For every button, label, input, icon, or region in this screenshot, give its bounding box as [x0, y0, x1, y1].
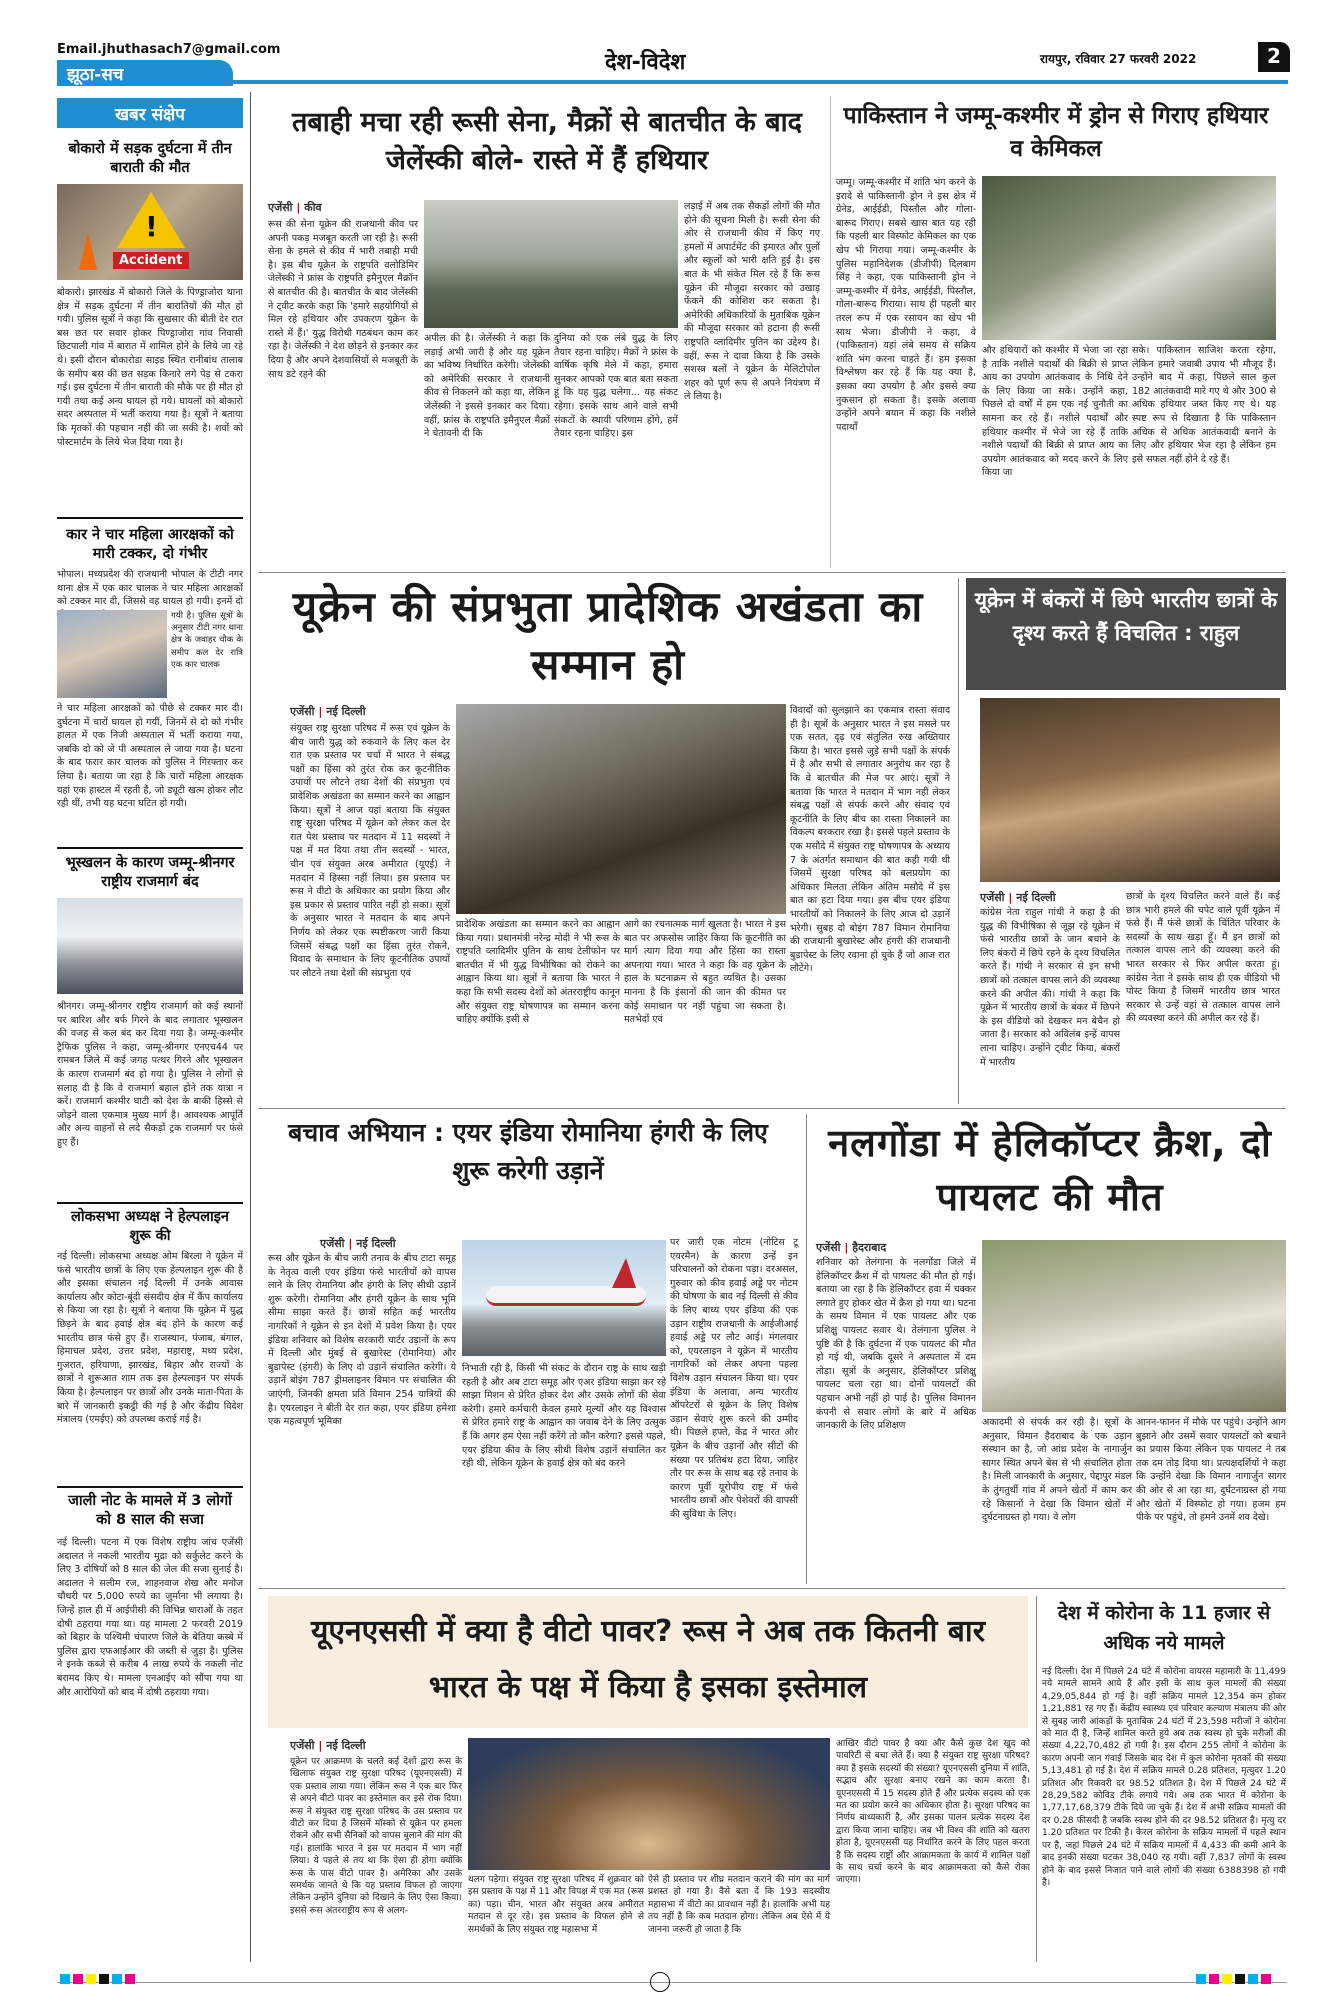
sidebar: [57, 92, 243, 1962]
women-constables-image: [57, 610, 167, 698]
veto-byline: एजेंसी | नई दिल्ली: [290, 1739, 366, 1752]
rahul-agency: एजेंसी: [980, 891, 1005, 904]
nalgonda-body-a: शनिवार को तेलंगाना के नलगोंडा जिले में हेलिकॉप्टर क्रैश में दो पायलट की मौत हो गई। बताया जा रहा है कि हेलिकॉप्टर हवा में चक्कर लगाते हुए होकर खेत में क्रैश हो गया था। घटना के समय विमान में एक पायलट और एक प्रशिक्षु पायलट सवार थे। तेलंगाना पुलिस ने पुष्टि की है कि दुर्घटना में एक पायलट की मौत हो गई थी, जबकि दूसरे ने अस्पताल में दम तोड़ा। सूत्रों के अनुसार, हेलिकॉप्टर प्रशिक्षु पायलट चला रहा था। दोनों पायलटों की पहचान अभी नहीं हो पाई है। पुलिस विमानन कंपनी से सवार लोगों के बारे में अधिक जानकारी के लिए प्रशिक्षण: [816, 1257, 976, 1432]
pakistan-headline: पाकिस्तान ने जम्मू-कश्मीर में ड्रोन से गिराए हथियार व केमिकल: [843, 103, 1269, 162]
sovereignty-headline: यूक्रेन की संप्रभुता प्रादेशिक अखंडता का सम्मान हो: [292, 582, 924, 689]
footer-registration-bar: [0, 1968, 1323, 2003]
russia-pakistan-rule: [830, 96, 831, 568]
rahul-place: नई दिल्ली: [1016, 891, 1056, 904]
page-header: [0, 0, 1323, 86]
traffic-cone-icon: [79, 232, 97, 270]
sovereignty-agency: एजेंसी: [290, 705, 315, 718]
sidebar-divider-4: [57, 1486, 243, 1488]
sidebar-item1-body: बोकारो। झारखंड में बोकारो जिले के पिण्ड्राजोरा थाना क्षेत्र में सड़क दुर्घटना में तीन बारातियों की मौत हो गयी। पुलिस सूत्रों ने कहा कि सुखसार की बीती देर रात बस छत पर सवार होकर पिण्ड्राजोरा गांव निवासी छिटपाली गांव में बारात में शामिल होने के लिये जा रहे थे। इसी दौरान बोकारोडा साइड स्थित रानीबांध तालाब के समीप बस की छत सड़क किनारे लगे पेड़ से टकरा गई। इस दुर्घटना में तीन बाराती की मौके पर ही मौत हो गयी तथा कई अन्य घायल हो गये। घायलों को बोकारो सदर अस्पताल में भर्ती कराया गया है। सूत्रों ने बताया कि मृतकों की पहचान नहीं की जा सकी है। शवों को पोस्टमार्टम के लिये भेज दिया गया है।: [57, 287, 243, 448]
sidebar-title: खबर संक्षेप: [115, 105, 185, 125]
footer-rule: [57, 1982, 1287, 1983]
sidebar-divider-3: [57, 1202, 243, 1204]
exclamation-icon: !: [145, 210, 158, 243]
drone-weapons-image: [982, 176, 1276, 340]
masthead-tab: [57, 60, 233, 86]
russia-agency: एजेंसी: [268, 201, 293, 214]
veto-body-d: आखिर वीटो पावर है क्या और कैसे कुछ देश खुद को पावरिटी से बचा लेते हैं। क्या है संयुक्त राष्ट्र सुरक्षा परिषद? क्या है इसके सदस्यों की संख्या? यूएनएससी दुनिया में शांति, सद्भाव और सुरक्षा बनाए रखने का काम करता है। यूएनएससी में 15 सदस्य होते हैं और प्रत्येक सदस्य को एक मत का प्रयोग करने का अधिकार होता है। सुरक्षा परिषद का निर्णय बाध्यकारी है, और इसका पालन प्रत्येक सदस्य देश द्वारा किया जाना चाहिए। जब भी विश्व की शांति को खतरा होता है, यूएनएससी यह निर्धारित करने के लिए पहल करता है कि सदस्य राष्ट्रों और आक्रामकता के कार्य में शामिल पक्षों के साथ चर्चा करने के बाद आक्रामकता को कैसे रोका जाएगा।: [836, 1739, 1030, 1886]
sidebar-item1-headline: बोकारो में सड़क दुर्घटना में तीन बाराती की मौत: [68, 141, 232, 176]
sovereignty-body-b: आगे का रचनात्मक मार्ग खुलता है। भारत ने इस बात पर अफसोस जाहिर किया कि कूटनीति का मार्ग त्याग दिया गया और हिंसा का रास्ता अपनाया गया। भारत ने कहा कि वह यूक्रेन के हाल के घटनाक्रम से बहुत व्यथित है। उसका मानना है कि इंसानों की जान की कीमत पर कोई समाधान पर नहीं पहुंचा जा सकता है। मतभेदों एवं: [624, 919, 786, 1026]
russian-army-trucks-image: [424, 200, 678, 328]
email-text: Email.jhuthasach7@gmail.com: [57, 42, 281, 57]
rahul-body-b: छात्रों के दृश्य विचलित करने वाले हैं। कई छात्र भारी हमले की चपेट वाले पूर्वी यूक्रेन में फंसे हैं। मैं फंसे छात्रों के चिंतित परिवार के सदस्यों के साथ खड़ा हूँ। मैं इन छात्रों को तत्काल वापस लाने की व्यवस्था करने की भारत सरकार से फिर अपील करता हूं। कांग्रेस नेता ने इसके साथ ही एक वीडियो भी पोस्ट किया है जिसमें भारतीय छात्र भारत सरकार से उन्हें वहां से तत्काल वापस लाने की व्यवस्था करने की अपील कर रहे हैं।: [1126, 891, 1280, 1025]
sidebar-item2-body-side: गयी है। पुलिस सूत्रों के अनुसार टीटी नगर थाना क्षेत्र के जवाहर चौक के समीप कल देर रात्रि एक कार चालक: [171, 611, 243, 670]
page-number-badge: [1258, 42, 1290, 72]
airindia-agency: एजेंसी: [320, 1237, 345, 1250]
nalgonda-byline: एजेंसी | हैदराबाद: [816, 1241, 887, 1254]
section-title: देश-विदेश: [605, 50, 686, 75]
sovereignty-body-a: प्रादेशिक अखंडता का सम्मान करने का आह्वान किया गया। प्रधानमंत्री नरेन्द्र मोदी ने भी रूस के राष्ट्रपति व्लादिमीर पुतिन के साथ टेलीफोन पर बातचीत में भी युद्ध विभीषिका को रोकने का आह्वान किया था। सूत्रों ने बताया कि भारत ने कहा कि सभी सदस्य देशों को अंतरराष्ट्रीय कानून और संयुक्त राष्ट्र घोषणापत्र का सम्मान करना चाहिए क्योंकि इसी से: [456, 919, 620, 1026]
accident-image: [57, 184, 243, 280]
nalgonda-headline: नलगोंडा में हेलिकॉप्टर क्रैश, दो पायलट की मौत: [828, 1121, 1272, 1219]
nalgonda-body-b: अकादमी से संपर्क कर रही है। सूत्रों के अनुसार, विमान हैदराबाद के एक उड़ान संस्थान का है, जो आंध्र प्रदेश के नागार्जुन सागर स्थित अपने बेस से भी संचालित होता है। मिली जानकारी के अनुसार, पेद्दापुर मंडल के तुंगतुर्थी गांव में अपने खेतों में काम कर रहे किसानों ने देखा कि विमान खेतों में दुर्घटनाग्रस्त हो गया। वे लोग: [982, 1417, 1132, 1524]
burnt-vehicle-image: [456, 704, 786, 914]
sidebar-divider-1: [57, 517, 243, 519]
corona-body: नई दिल्ली। देश में पिछले 24 घंटे में कोरोना वायरस महामारी के 11,499 नये मामले सामने आये हैं और इसी के साथ कुल मामलों की संख्या 4,29,05,844 हो गई है। वहीं सक्रिय मामले 12,354 कम होकर 1,21,881 रह गए हैं। केंद्रीय स्वास्थ्य एवं परिवार कल्याण मंत्रालय की ओर से सुबह जारी आंकड़ों के मुताबिक 24 घंटों में 23,598 मरीजों ने कोरोना को मात दी है, जिन्हें शामिल करते हुये अब तक स्वस्थ हो चुके मरीजों की संख्या 4,22,70,482 हो गयी है। इस दौरान 255 लोगों ने कोरोना के कारण अपनी जान गंवाई जिसके बाद देश में कुल कोरोना मृतकों की संख्या 5,13,481 हो गई है। देश में सक्रिय मामले 0.28 प्रतिशत, मृत्युदर 1.20 प्रतिशत और रिकवरी दर 98.52 प्रतिशत है। देश में पिछले 24 घंटे में 28,29,582 कोविड टीके लगाये गये। अब तक भारत में कोरोना के 1,77,17,68,379 टीके दिये जा चुके हैं। देश में अभी सक्रिय मामलों की दर 0.28 फीसदी है जबकि स्वस्थ होने की दर 98.52 प्रतिशत है। मृत्यु दर 1.20 प्रतिशत पर टिकी है। केरल कोरोना के सक्रिय मामलों में पहले स्थान पर है, जहां पिछले 24 घंटे में सक्रिय मामलों में 4,433 की कमी आने के बाद इनकी संख्या घटकर 38,040 रह गयी। वहीं 7,837 लोगों के स्वस्थ होने के बाद इससे निजात पाने वाले लोगों की संख्या 6388398 हो गयी है।: [1042, 1667, 1286, 1888]
sidebar-divider-2: [57, 847, 243, 849]
plane-tail: [612, 1258, 636, 1288]
airindia-place: नई दिल्ली: [356, 1237, 396, 1250]
sidebar-item4-body: नई दिल्ली। लोकसभा अध्यक्ष ओम बिरला ने यूक्रेन में फंसे भारतीय छात्रों के लिए एक हेल्पलाइन शुरू की है और इसका संचालन नई दिल्ली में उनके आवास कार्यालय और कोटा-बूंदी संसदीय क्षेत्र में कैंप कार्यालय से किया जा रहा है। सूत्रों ने बताया कि यूक्रेन में युद्ध छिड़ने के बाद हवाई क्षेत्र बंद होने के कारण कई भारतीय छात्र फंसे हुए हैं। राजस्थान, पंजाब, बंगाल, हिमाचल प्रदेश, उत्तर प्रदेश, महाराष्ट्र, मध्य प्रदेश, गुजरात, हरियाणा, झारखंड, बिहार और राज्यों के छात्रों ने शुरूआत शाम तक इस हेल्पलाइन पर संपर्क किया है। हेल्पलाइन पर छात्रों और उनके माता-पिता के बारे में जानकारी इकट्ठी की गई है और केंद्रीय विदेश मंत्रालय (एमईए) को उपलब्ध कराई गई है।: [57, 1251, 243, 1426]
sidebar-item2-body-top: भोपाल। मध्यप्रदेश की राजधानी भोपाल के टीटी नगर थाना क्षेत्र में एक कार चालक ने चार महिला आरक्षकों को टक्कर मार दी, जिससे वह घायल हो गयी। इनमें दो: [57, 569, 243, 608]
veto-body-b: थलग पड़ेगा। संयुक्त राष्ट्र सुरक्षा परिषद में शुक्रवार को इस प्रस्ताव के पक्ष में 11 और विपक्ष में एक मत (रूस का) पड़ा। चीन, भारत और संयुक्त अरब अमीरात मतदान से दूर रहे। इस प्रस्ताव के विफल होने से समर्थकों के लिए संयुक्त राष्ट्र महासभा में: [468, 1875, 644, 1935]
sovereignty-place: नई दिल्ली: [326, 705, 366, 718]
sovereignty-byline: एजेंसी | नई दिल्ली: [290, 705, 366, 718]
sovereignty-body-top: संयुक्त राष्ट्र सुरक्षा परिषद में रूस एवं यूक्रेन के बीच जारी युद्ध को रुकवाने के लिए कल देर रात एक प्रस्ताव पर चर्चा में भारत ने संबद्ध पक्षों का हिंसा को तुरंत रोक कर कूटनीतिक उपायों पर लौटने तथा देशों की संप्रभुता एवं प्रादेशिक अखंडता का सम्मान करने का आह्वान किया। सूत्रों ने आज यहां बताया कि संयुक्त राष्ट्र सुरक्षा परिषद में यूक्रेन को लेकर कल देर रात पेश प्रस्ताव पर मतदान में 11 सदस्यों ने पक्ष में मत दिया तथा तीन सदस्यों - भारत, चीन एवं संयुक्त अरब अमीरात (यूएई) ने मतदान में हिस्सा नहीं लिया। इस प्रस्ताव पर रूस ने वीटो के अधिकार का प्रयोग किया और इस प्रकार से प्रस्ताव पारित नहीं हो सका। सूत्रों के अनुसार भारत ने मतदान के बाद अपने निर्णय को लेकर एक स्पष्टीकरण जारी किया जिसमें संबद्ध पक्षों का हिंसा तुरंत रोकने, विवाद के समाधान के लिए कूटनीतिक उपायों पर लौटने तथा देशों की संप्रभुता एवं: [290, 723, 450, 979]
russia-place: कीव: [304, 201, 322, 214]
veto-headline-box: [268, 1596, 1028, 1728]
rahul-byline: एजेंसी | नई दिल्ली: [980, 891, 1056, 904]
russia-body-top: रूस की सेना यूक्रेन की राजधानी कीव पर अपनी पकड़ मजबूत करती जा रही है। रूसी सेना के हमले से कीव में भारी तबाही मची है। इस बीच यूक्रेन के राष्ट्रपति वलोडिमिर जेलेंस्की ने फ्रांस के राष्ट्रपति इमैनुएल मैक्रॉन से बातचीत की है। बातचीत के बाद जेलेंस्की ने ट्वीट करके कहा कि 'हमारे सहयोगियों से मिल रहे हथियार और उपकरण यूक्रेन के रास्ते में हैं।' युद्ध विरोधी गठबंधन काम कर रहा है। जेलेंस्की ने देश छोड़ने से इनकार कर दिया है और अपने देशवासियों से मजबूती के साथ डटे रहने की: [268, 219, 418, 380]
helicopter-crash-image: [982, 1240, 1286, 1412]
pakistan-body-c: सके। पाकिस्तान साजिश करता रहेगा, लेकिन हमारे जवाबी उपाय भी मौजूद हैं। उन्होंने बाद में कहा, पिछले साल कुल 182 आतंकवादी मारे गए थे और 300 से अधिक हथियार जब्त किए गए थे। यह स्पष्ट रूप से दिखाता है कि पाकिस्तान अधिक से अधिक आतंकवादी बनाने के लिए और हथियार भेज रहा है लेकिन हम इसे सफल नहीं होने दे रहे हैं।: [1132, 345, 1276, 465]
airindia-body-c: पर जारी एक नोटम (नोटिस टू एयरमैन) के कारण उन्हें इन परिचालनों को रोकना पड़ा। दरअसल, गुरुवार को कीव हवाई अड्डे पर नोटम की घोषणा के बाद नई दिल्ली से कीव के लिए बाध्य एयर इंडिया की एक उड़ान राष्ट्रीय राजधानी के आईजीआई हवाई अड्डे पर लौट आई। मंगलवार को, एयरलाइन ने यूक्रेन में भारतीय नागरिकों को लेकर अपना पहला विशेष उड़ान संचालन किया था। एयर इंडिया के अलावा, अन्य भारतीय ऑपरेटरों से यूक्रेन के लिए विशेष उड़ान सेवाएं शुरू करने की उम्मीद थी। पिछले हफ्ते, केंद्र ने भारत और यूक्रेन के बीच उड़ानों और सीटों की संख्या पर प्रतिबंध हटा दिया, जाहिर तौर पर रूस के साथ बढ़ रहे तनाव के कारण पूर्वी यूरोपीय राष्ट्र में फंसे भारतीय छात्रों और पेशेवरों की वापसी की सुविधा के लिए।: [670, 1237, 798, 1520]
sidebar-item3-body: श्रीनगर। जम्मू-श्रीनगर राष्ट्रीय राजमार्ग को कई स्थानों पर बारिश और बर्फ गिरने के बाद लगातार भूस्खलन की वजह से कल बंद कर दिया गया है। जम्मू-कश्मीर ट्रैफिक पुलिस ने कहा, जम्मू-श्रीनगर एनएच44 पर रामबन जिले में कई जगह पत्थर गिरने और भूस्खलन के कारण राजमार्ग बंद हो गया है। पुलिस ने लोगों से सलाह दी है कि वे राजमार्ग बहाल होने तक यात्रा न करें। राजमार्ग कश्मीर घाटी को देश के बाकी हिस्से से जोड़ने वाला एकमात्र मुख्य मार्ग है। आवश्यक आपूर्ति और अन्य वाहनों से लदे सैकड़ों ट्रक राजमार्ग पर फंसे हुए हैं।: [57, 1001, 243, 1148]
sidebar-item2-body: ने चार महिला आरक्षकों को पीछे से टक्कर मार दी। दुर्घटना में चारों घायल हो गयीं, जिनमें से दो को गंभीर हालत में एक निजी अस्पताल में भर्ती कराया गया, जबकि दो को जे पी अस्पताल ले जाया गया है। घटना के बाद फरार कार चालक को पुलिस ने गिरफ्तार कर लिया है। बताया जा रहा है कि चारों महिला आरक्षक यहां एक हास्टल में रहती हैं, जो ड्यूटी खत्म होकर लौट रही थीं, तभी यह घटना घटित हो गयी।: [57, 703, 243, 810]
sovereignty-body-c: विवादों को सुलझाने का एकमात्र रास्ता संवाद ही है। सूत्रों के अनुसार भारत ने इस मसले पर एक सतत, दृढ़ एवं संतुलित रुख अख्तियार किया है। भारत इससे जुड़े सभी पक्षों के संपर्क में है और सभी से लगातार अनुरोध कर रहा है कि वे बातचीत की मेज पर आएं। सूत्रों ने बताया कि भारत ने मतदान में भाग नहीं लेकर संबद्ध पक्षों से संपर्क करने और संवाद एवं कूटनीति के लिए बीच का रास्ता निकालने का विकल्प बरकरार रखा है। इससे पहले प्रस्ताव के एक मसौदे में संयुक्त राष्ट्र घोषणापत्र के अध्याय 7 के अंतर्गत समाधान की बात कही गयी थी जिसमें सुरक्षा परिषद को बलप्रयोग का अधिकार मिलता लेकिन अंतिम मसौदे में इस बात का हटा दिया गया। इस बीच एयर इंडिया भारतीयों को निकालने के लिए आज दो उड़ानें भरेगी। सुबह दो बोइंग 787 विमान रोमानिया की राजधानी बुखारेस्ट और हंगरी की राजधानी बुडापेस्ट के लिए रवाना हो चुके हैं जो आज रात लौटेंगे।: [790, 705, 950, 975]
veto-body-c: ऐसे ही प्रस्ताव पर शीघ्र मतदान कराने की मांग का मार्ग प्रशस्त हो गया है। वैसे बता दें कि 193 सदस्यीय महासभा में वीटो का प्रावधान नहीं है। हालांकि अभी यह तय नहीं है कि कब मतदान होगा। लेकिन अब ऐसे में ये जानना जरूरी हो जाता है कि: [648, 1875, 830, 1935]
russia-byline: एजेंसी | कीव: [268, 201, 322, 214]
accident-sign-label: Accident: [113, 252, 189, 269]
color-registration-right: [1196, 1974, 1271, 1984]
russia-body-b: दुनिया को एक लंबे युद्ध के लिए तैयार रहना चाहिए। मैक्रों ने फ्रांस के वार्षिक कृषि मेले में कहा, हमारा सुनकर आपको एक बात बता सकता हूं कि यह युद्ध चलेगा... यह संकट रहेगा। इसके साथ आने वाले सभी संकटों के स्थायी परिणाम होंगे, हमें तैयार रहना चाहिए। इस: [554, 333, 678, 440]
color-registration-left: [60, 1974, 135, 1984]
nalgonda-body-c: आनन-फानन में मौके पर पहुंचे। उन्होंने आग बुझाने और उसमें सवार पायलटों को बचाने का प्रयास किया लेकिन एक पायलट ने तब तक दम तोड़ दिया था। प्रत्यक्षदर्शियों ने कहा कि उन्होंने देखा कि विमान नागार्जुन सागर की ओर से आ रहा था, दुर्घटनाग्रस्त हो गया और खेतों में विस्फोट हो गया। हजम हम पीके पर पहुंचे, तो हमने उनमें शव देखे।: [1136, 1417, 1286, 1524]
veto-agency: एजेंसी: [290, 1739, 315, 1752]
russia-body-c: लड़ाई में अब तक सैकड़ों लोगों की मौत होने की सूचना मिली है। रूसी सेना की ओर से राजधानी कीव में किए गए हमलों में अपार्टमेंट की इमारत और पुलों और स्कूलों को भारी क्षति हुई है। इस बात के भी संकेत मिल रहे हैं कि रूस यूक्रेन की मौजूदा सरकार को उखाड़ फेंकने की कोशिश कर सकता है। अमेरिकी अधिकारियों के मुताबिक यूक्रेन की मौजूदा सरकार को हटाना ही रूसी राष्ट्रपति व्लादिमीर पुतिन का उद्देश्य है। वहीं, रूस ने दावा किया है कि उसके सशस्त्र बलों ने यूक्रेन के मेलिटोपोल शहर को पूर्ण रूप से अपने नियंत्रण में ले लिया है।: [684, 201, 820, 403]
veto-corona-rule: [1036, 1596, 1037, 1962]
registration-crosshair-icon: [650, 1972, 670, 1992]
sidebar-item3-headline: भूस्खलन के कारण जम्मू-श्रीनगर राष्ट्रीय राजमार्ग बंद: [65, 855, 235, 890]
dateline: रायपुर, रविवार 27 फरवरी 2022: [1040, 52, 1197, 66]
air-india-plane-image: [462, 1240, 666, 1356]
nalgonda-agency: एजेंसी: [816, 1241, 841, 1254]
rahul-headline: यूक्रेन में बंकरों में छिपे भारतीय छात्रों के दृश्य करते हैं विचलित : राहुल: [974, 588, 1278, 645]
students-bunker-image: [980, 698, 1280, 882]
sidebar-column-rule: [250, 92, 251, 1962]
plane-fuselage: [486, 1286, 646, 1306]
section-divider-3: [258, 1588, 1286, 1589]
airindia-headline: बचाव अभियान : एयर इंडिया रोमानिया हंगरी के लिए शुरू करेगी उड़ानें: [288, 1118, 768, 1185]
rahul-body-a: कांग्रेस नेता राहुल गांधी ने कहा है की युद्ध की विभीषिका से जूझ रहे यूक्रेन में फंसे भारतीय छात्रों के जान बचाने के लिए बंकरों में छिपे रहने के दृश्य विचलित करते हैं। गांधी ने सरकार से इन सभी छात्रों को तत्काल वापस लाने की व्यवस्था करने की अपील की। गांधी ने कहा कि यूक्रेन में भारतीय छात्रों के बंकर में छिपने के इस वीडियो को देखकर मन बेचैन हो जाता है। सरकार को अविलंब इन्हें वापस लाना चाहिए। उन्होंने ट्वीट किया, बंकरों में भारतीय: [980, 907, 1120, 1068]
section-divider-2: [258, 1108, 1286, 1109]
veto-body-a: यूक्रेन पर आक्रमण के चलते कई देशों द्वारा रूस के खिलाफ संयुक्त राष्ट्र सुरक्षा परिषद (यूएनएससी) में एक प्रस्ताव लाया गया। लेकिन रूस ने एक बार फिर से अपने वीटो पावर का इस्तेमाल कर इसे रोक दिया। रूस ने संयुक्त राष्ट्र सुरक्षा परिषद के उस प्रस्ताव पर वीटो कर दिया है जिसमें मॉस्को से यूक्रेन पर हमला रोकने और सभी सैनिकों को वापस बुलाने की मांग की गई। हालांकि भारत ने इस पर मतदान में भाग नहीं लिया। ये पहले से तय था कि ऐसा ही होगा क्योंकि रूस के पास वीटो पावर है। अमेरिका और उसके समर्थक जानते थे कि यह प्रस्ताव विफल हो जाएगा लेकिन उन्होंने दुनिया को दिखाने के लिए ऐसा किया। इससे रूस अंतरराष्ट्रीय रूप से अलग-: [290, 1757, 462, 1916]
nalgonda-place: हैदराबाद: [852, 1241, 887, 1254]
rahul-headline-box: [966, 578, 1286, 690]
landslide-highway-image: [57, 898, 243, 994]
sidebar-item2-headline: कार ने चार महिला आरक्षकों को मारी टक्कर, दो गंभीर: [66, 527, 234, 562]
header-rule: [230, 80, 1288, 84]
pakistan-body-a: जम्मू। जम्मू-कश्मीर में शांति भंग करने के इरादे से पाकिस्तानी ड्रोन ने इस क्षेत्र में ग्रेनेड, आईईडी, पिस्तौल और गोला-बारूद गिराए। सबसे खास बात यह रही कि पहली बार विस्फोट केमिकल का एक खेप भी गिराया गया। जम्मू-कश्मीर के पुलिस महानिदेशक (डीजीपी) दिलबाग सिंह ने कहा, एक पाकिस्तानी ड्रोन ने जम्मू-कश्मीर में ग्रेनेड, आईईडी, पिस्तौल, गोला-बारूद गिराया। साथ ही पहली बार तरल रूप में एक रसायन का खेप भी साथ भेजा। डीजीपी ने कहा, वे (पाकिस्तान) यहां लंबे समय से सक्रिय शांति भंग करना चाहते हैं। हम इसका विश्लेषण कर रहे हैं कि यह क्या है, इसका क्या उपयोग है और इससे क्या नुकसान हो सकता है। इसके अलावा उन्होंने अपने बयान में कहा कि नशीले पदार्थों: [836, 177, 976, 433]
masthead-text: झूठा-सच: [67, 65, 124, 85]
sovereignty-rahul-rule: [958, 578, 959, 1104]
section-divider-1: [258, 572, 1286, 573]
airindia-nalgonda-rule: [806, 1114, 807, 1584]
airindia-body-b: निभाती रही है, किसी भी संकट के दौरान राष्ट्र के साथ खड़ी रहती है और अब टाटा समूह और एअर इंडिया साझा कर रहे साझा मिशन से प्रेरित होकर देश और उसके लोगों की सेवा करेगी। हमारे कर्मचारी केवल हमारे मूल्यों और यह विश्वास से प्रेरित हमारे राष्ट्र के आह्वान का जवाब देने के लिए उत्सुक हैं कि अगर हम ऐसा नहीं करेंगे तो कौन करेगा? इससे पहले, एयर इंडिया कीव के लिए सीधी विशेष उड़ानें संचालित कर रही थी, लेकिन यूक्रेन के हवाई क्षेत्र को बंद करने: [462, 1363, 666, 1470]
sidebar-title-banner: [57, 98, 243, 128]
sidebar-item5-headline: जाली नोट के मामले में 3 लोगों को 8 साल की सजा: [68, 1493, 232, 1528]
page-number: 2: [1267, 44, 1281, 68]
veto-headline: यूएनएससी में क्या है वीटो पावर? रूस ने अब तक कितनी बार भारत के पक्ष में किया है इसका इस्तेमाल: [311, 1614, 985, 1705]
sidebar-item5-body: नई दिल्ली। पटना में एक विशेष राष्ट्रीय जांच एजेंसी अदालत ने नकली भारतीय मुद्रा को सर्कुलेट करने के लिए 3 दोषियों को 8 साल की जेल की सजा सुनाई है। अदालत ने सलीम रज, शाहनवाज शेख और मनोज चौधरी पर 5,000 रुपये का जुर्माना भी लगाया है। जिन्हें हाल ही में आईपीसी की विभिन्न धाराओं के तहत दोषी ठहराया गया था। यह मामला 2 फरवरी 2019 को बिहार के पश्चिमी चंपारण जिले के बेतिया कस्बे में पुलिस द्वारा एफआईआर की जब्ती से जुड़ा है। पुलिस ने इनके कब्जे से करीब 4 लाख रुपये के नकली नोट बरामद किए थे। मामला एनआईए को सौंपा गया था और आरोपियों को बाद में दोषी ठहराया गया।: [57, 1537, 243, 1698]
corona-headline: देश में कोरोना के 11 हजार से अधिक नये मामले: [1057, 1602, 1271, 1654]
veto-place: नई दिल्ली: [326, 1739, 366, 1752]
russia-headline: तबाही मचा रही रूसी सेना, मैक्रों से बातचीत के बाद जेलेंस्की बोले- रास्ते में हैं हथियार: [291, 107, 803, 176]
airindia-byline: एजेंसी | नई दिल्ली: [320, 1237, 396, 1250]
sidebar-item4-headline: लोकसभा अध्यक्ष ने हेल्पलाइन शुरू की: [71, 1209, 229, 1244]
airindia-body-a: रूस और यूक्रेन के बीच जारी तनाव के बीच टाटा समूह के नेतृत्व वाली एयर इंडिया फंसे भारतीयों को वापस लाने के लिए रोमानिया और हंगरी के लिए सीधी उड़ानें शुरू करेगी। रोमानिया और हंगरी यूक्रेन के साथ भूमि सीमा साझा करते हैं। छात्रों सहित कई भारतीय नागरिकों ने यूक्रेन से इन देशों में प्रवेश किया है। एयर इंडिया शनिवार को विशेष सरकारी चार्टर उड़ानों के रूप में दिल्ली और मुंबई से बुखारेस्ट (रोमानिया) और बुडापेस्ट (हंगरी) के लिए दो उड़ानें संचालित करेगी। ये उड़ानें बोइंग 787 ड्रीमलाइनर विमान पर संचालित की जाएंगी, जिनकी क्षमता प्रति विमान 254 यात्रियों की है। एयरलाइन ने बीती देर रात कहा, एयर इंडिया हमेशा एक महत्वपूर्ण भूमिका: [268, 1253, 456, 1428]
unsc-chamber-image: [468, 1738, 830, 1870]
pakistan-body-b: और हथियारों को कश्मीर में भेजा जा रहा है ताकि नशीले पदार्थों की बिक्री से प्राप्त आय का उपयोग आतंकवाद के निधि देने के लिए किया जा सके। उन्होंने कहा, पिछले दो वर्षों में हम एक नई चुनौती का सामना कर रहे हैं। नशीले पदार्थों और हथियार कश्मीर में भेजे जा रहे हैं ताकि नशीले पदार्थों की बिक्री से प्राप्त आय का उपयोग आतंकवाद को मदद करने के लिए किया जा: [982, 345, 1128, 479]
russia-body-a: अपील की है। जेलेंस्की ने कहा कि लड़ाई अभी जारी है और यह यूक्रेन का भविष्य निर्धारित करेगी। जेलेंस्की को अमेरिकी सरकार ने राजधानी कीव से निकलने को कहा था, लेकिन जेलेंस्की ने इससे इनकार कर दिया। वहीं, फ्रांस के राष्ट्रपति इमैनुएल मैक्रों ने चेतावनी दी कि: [424, 333, 550, 440]
